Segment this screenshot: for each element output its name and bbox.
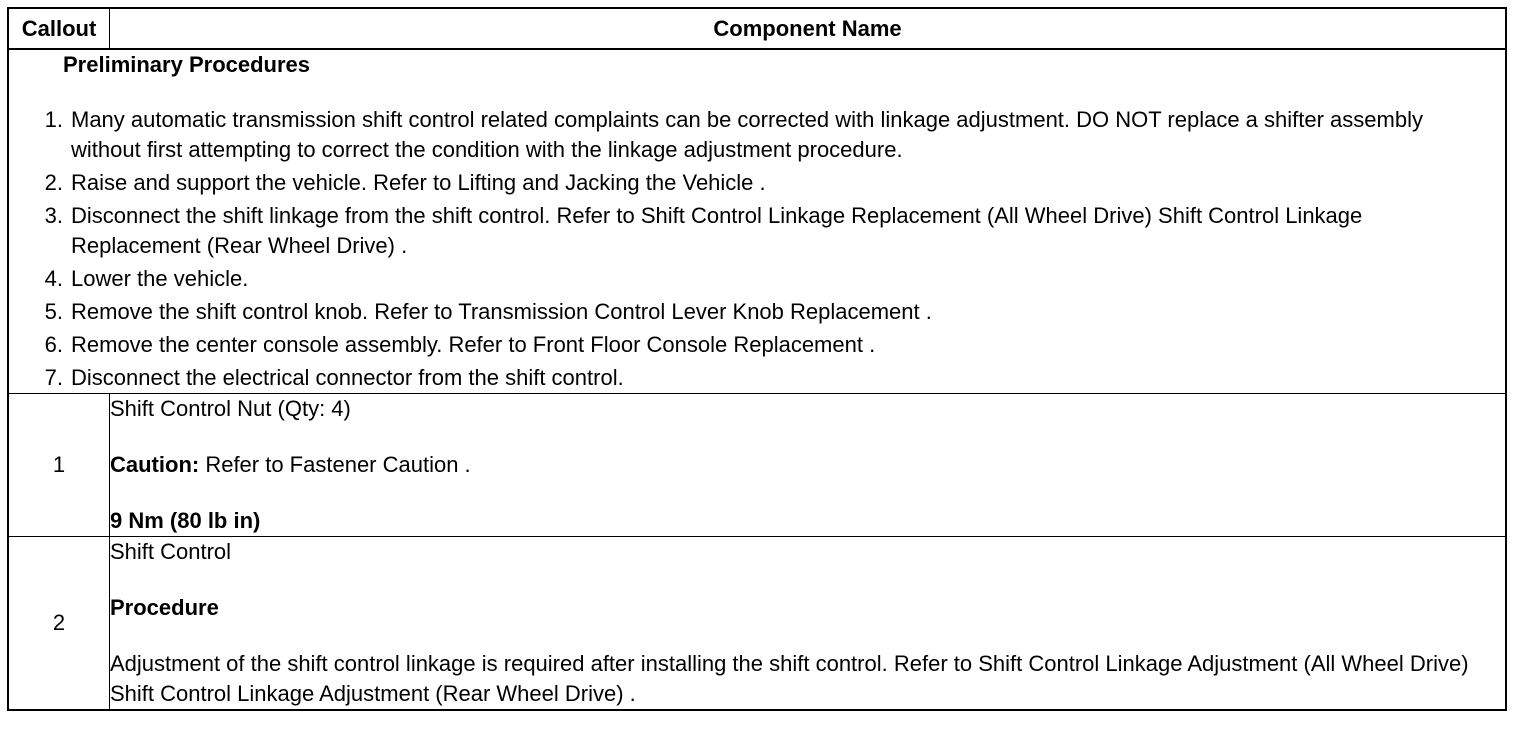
- step-item: [9, 201, 1505, 261]
- component-name: Shift Control Nut (Qty: 4): [110, 396, 351, 421]
- component-cell: [110, 394, 1507, 537]
- table-row: [8, 537, 1506, 711]
- preliminary-row: [8, 49, 1506, 394]
- torque-spec: 9 Nm (80 lb in): [110, 508, 261, 533]
- step-text: Remove the shift control knob. Refer to Transmission Control Lever Knob Replacement .: [71, 299, 932, 324]
- callout-number: 1: [8, 394, 110, 537]
- step-text: Remove the center console assembly. Refer to Front Floor Console Replacement .: [71, 332, 876, 357]
- component-name-column-header: Component Name: [110, 8, 1507, 49]
- step-text: Lower the vehicle.: [71, 266, 249, 291]
- preliminary-cell: [8, 49, 1506, 394]
- component-cell: [110, 537, 1507, 711]
- step-number: 4.: [44, 266, 63, 291]
- step-item: [9, 105, 1505, 165]
- step-text: Raise and support the vehicle. Refer to Lifting and Jacking the Vehicle .: [71, 170, 766, 195]
- caution-label: Caution:: [110, 452, 200, 477]
- procedure-text: Adjustment of the shift control linkage is required after installing the shift control. Refer to Shift Control Linkage Adjustment (All Wheel Drive) Shift Control Linkage Adjustment (Rear Wheel Drive) .: [110, 651, 1469, 706]
- step-item: [9, 297, 1505, 327]
- step-item: [9, 168, 1505, 198]
- preliminary-title: Preliminary Procedures: [63, 52, 311, 77]
- callout-column-header: Callout: [8, 8, 110, 49]
- component-name: Shift Control: [110, 539, 232, 564]
- step-item: [9, 330, 1505, 360]
- step-number: 7.: [44, 365, 63, 390]
- caution-text: Refer to Fastener Caution .: [199, 452, 471, 477]
- step-number: 3.: [44, 203, 63, 228]
- caution-line: [110, 450, 1505, 480]
- table-row: [8, 394, 1506, 537]
- step-item: [9, 363, 1505, 393]
- step-number: 6.: [44, 332, 63, 357]
- step-number: 5.: [44, 299, 63, 324]
- step-text: Disconnect the shift linkage from the shift control. Refer to Shift Control Linkage Replacement (All Wheel Drive) Shift Control Linkage Replacement (Rear Wheel Drive) .: [71, 203, 1363, 258]
- header-row: [8, 8, 1506, 49]
- component-table: [7, 7, 1507, 711]
- callout-number: 2: [8, 537, 110, 711]
- step-number: 1.: [44, 107, 63, 132]
- step-number: 2.: [44, 170, 63, 195]
- step-item: [9, 264, 1505, 294]
- step-text: Many automatic transmission shift control related complaints can be corrected with linkage adjustment. DO NOT replace a shifter assembly without first attempting to correct the condition with the linkage adjustment procedure.: [71, 107, 1423, 162]
- step-text: Disconnect the electrical connector from the shift control.: [71, 365, 624, 390]
- preliminary-steps: [9, 105, 1505, 393]
- procedure-label: Procedure: [110, 595, 219, 620]
